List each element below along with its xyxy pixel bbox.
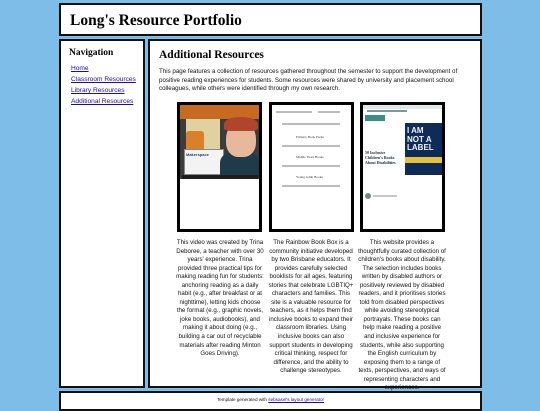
header-panel bbox=[59, 3, 482, 36]
video-frame-figure bbox=[186, 131, 204, 151]
booklist-item-young-adult: Young Adult Books bbox=[296, 175, 323, 179]
video-frame-lower-area bbox=[180, 179, 259, 229]
video-frame-presenter-hair bbox=[224, 117, 258, 131]
author-byline bbox=[373, 195, 397, 197]
book-cover-title: I AM NOT A LABEL bbox=[407, 126, 434, 152]
booklist-item-rule bbox=[282, 185, 340, 187]
nav-item-library-resources bbox=[71, 85, 136, 96]
nav-link-classroom-resources[interactable]: Classroom Resources bbox=[71, 76, 136, 83]
booklist-top-rule bbox=[276, 111, 312, 113]
site-article-title: 50 Inclusive Children's Books About Disabilities bbox=[365, 150, 396, 165]
nav-item-home bbox=[71, 63, 136, 74]
video-thumbnail[interactable] bbox=[177, 102, 262, 232]
footer-panel bbox=[59, 391, 482, 411]
page-title: Additional Resources bbox=[159, 49, 264, 61]
footer-text bbox=[61, 397, 480, 402]
nav-item-classroom-resources bbox=[71, 74, 136, 85]
footer-generator-link[interactable]: sebsasel's layout generator bbox=[268, 397, 325, 402]
book-cover-stripe bbox=[405, 157, 442, 163]
booklist-top-rule-right bbox=[318, 111, 340, 113]
footer-prefix: Template generated with bbox=[216, 397, 269, 402]
navigation-list bbox=[71, 63, 136, 107]
booklist-divider bbox=[282, 123, 340, 125]
booklist-item-middle: Middle Years Books bbox=[296, 155, 324, 159]
nav-item-additional-resources bbox=[71, 96, 136, 107]
nav-link-library-resources[interactable]: Library Resources bbox=[71, 87, 125, 94]
author-avatar bbox=[365, 193, 371, 199]
rainbow-book-box-description: The Rainbow Book Box is a community initiative developed by two Brisbane educators. It provides carefully selected booklists for all ages, featuring stories that celebrate LGBTIQ+ characters and families. This site is a valuable resource for teachers, as it helps them find inclusive books to expand their classroom libraries. Using inclusive books can also support students in developing critical thinking, respect for difference, and the ability to challenge stereotypes. bbox=[268, 239, 354, 375]
navigation-heading: Navigation bbox=[69, 48, 114, 58]
intro-paragraph: This page features a collection of resources gathered throughout the semester to support the development of positive reading experiences for students. Some resources were shared by university and placement school colleagues, while others were identified through my own research. bbox=[159, 68, 458, 93]
site-title: Long's Resource Portfolio bbox=[70, 12, 242, 29]
nav-link-additional-resources[interactable]: Additional Resources bbox=[71, 98, 134, 105]
booklist-item-rule bbox=[282, 145, 340, 147]
booklist-thumbnail[interactable] bbox=[269, 102, 354, 232]
video-frame-board-label: Makerspace bbox=[186, 152, 209, 157]
nav-link-home[interactable]: Home bbox=[71, 65, 89, 72]
booklist-item-rule bbox=[282, 165, 340, 167]
booklist-item-primary: Primary Book Packs bbox=[296, 135, 324, 139]
main-content-panel bbox=[148, 39, 482, 392]
site-nav-strip bbox=[367, 110, 407, 112]
video-description: This video was created by Trina Deboree, a teacher with over 30 years' experience. Trina provided three practical tips for making reading fun for students: anchoring reading as a daily habit (e.g., after breakfast or at nighttime), letting kids choose the format (e.g., graphic novels, joke books, audiobooks), and making it about doing (e.g., building a car out of recyclable materials after reading Minton Goes Driving). bbox=[176, 239, 264, 358]
disability-books-thumbnail[interactable] bbox=[360, 102, 445, 232]
site-top-bar bbox=[363, 105, 442, 109]
site-logo bbox=[365, 115, 385, 121]
disability-books-description: This website provides a thoughtfully curated collection of children's books about disability. The selection includes books written by disabled authors or positively reviewed by disabled readers, and it prioritises stories told from disabled perspectives while avoiding stereotypical portrayals. These books can help make reading a positive and inclusive experience for students, while also supporting the English curriculum by exposing them to a range of texts, perspectives, and ways of representing characters and experiences. bbox=[358, 239, 446, 392]
navigation-panel bbox=[59, 39, 145, 388]
